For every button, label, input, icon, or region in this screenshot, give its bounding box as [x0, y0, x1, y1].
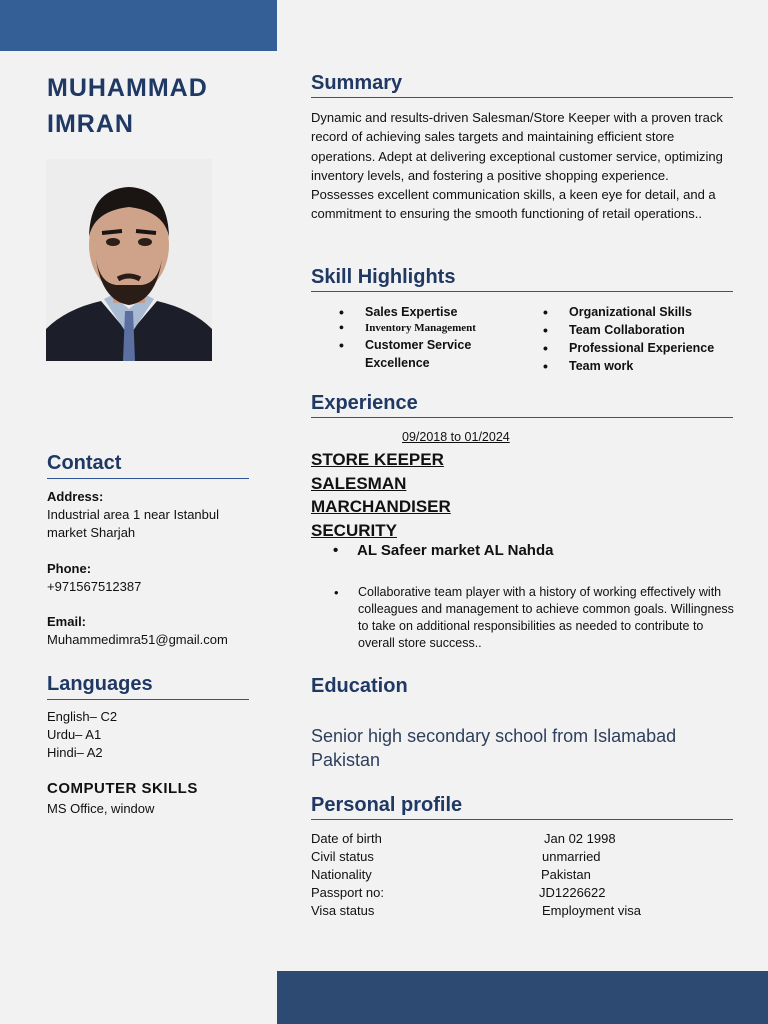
- profile-value: unmarried: [542, 849, 601, 864]
- experience-description-text: • Collaborative team player with a history of working effectively with colleagues and management to achieve common goals. Willingness to take on additional responsibilities as needed to contribute to overall store success..: [358, 585, 734, 650]
- education-heading: Education: [311, 675, 408, 697]
- job-roles: [311, 448, 451, 542]
- address-line-2: market Sharjah: [47, 525, 136, 540]
- profile-value: Employment visa: [542, 903, 641, 918]
- skill-item: • Team work: [543, 357, 743, 375]
- skill-item: • Organizational Skills: [543, 303, 743, 321]
- computer-skills-heading: COMPUTER SKILLS: [47, 780, 198, 797]
- languages-heading: Languages: [47, 673, 249, 700]
- profile-label: Date of birth: [311, 831, 382, 846]
- role-title: SALESMAN: [311, 473, 407, 493]
- profile-row: [311, 902, 731, 920]
- skill-item: • Team Collaboration: [543, 321, 743, 339]
- skill-item: • Professional Experience: [543, 339, 743, 357]
- experience-heading: Experience: [311, 392, 733, 418]
- phone-value: +971567512387: [47, 579, 142, 594]
- profile-label: Nationality: [311, 867, 372, 882]
- top-color-band: [0, 0, 277, 51]
- contact-section: [47, 488, 272, 542]
- skill-item: • Customer Service Excellence: [339, 336, 485, 372]
- bottom-color-band: [277, 971, 768, 1024]
- profile-label: Passport no:: [311, 885, 384, 900]
- skills-list-right: [543, 303, 743, 375]
- address-line-1: Industrial area 1 near Istanbul: [47, 507, 219, 522]
- summary-heading: Summary: [311, 72, 733, 98]
- candidate-name: [47, 70, 267, 142]
- languages-list: [47, 708, 272, 762]
- language-item: English– C2: [47, 709, 118, 724]
- experience-date: 09/2018 to 01/2024: [402, 430, 510, 444]
- employer-text: AL Safeer market AL Nahda: [357, 542, 554, 559]
- name-first: MUHAMMAD: [47, 74, 208, 102]
- profile-label: Visa status: [311, 903, 375, 918]
- profile-value: Jan 02 1998: [544, 831, 616, 846]
- language-item: Hindi– A2: [47, 745, 103, 760]
- personal-profile-heading: Personal profile: [311, 794, 733, 820]
- profile-value: JD1226622: [539, 885, 606, 900]
- summary-text: Dynamic and results-driven Salesman/Store Keeper with a proven track record of achieving sales targets and maintaining efficient store operations. Adept at delivering exceptional customer service, optimizing inventory levels, and fostering a positive shopping experience. Possesses excellent communication skills, a keen eye for detail, and a commitment to ensuring the smooth functioning of retail operations..: [311, 110, 723, 222]
- skills-heading: Skill Highlights: [311, 266, 733, 292]
- personal-profile-table: [311, 830, 731, 920]
- profile-row: [311, 884, 731, 902]
- education-text: Senior high secondary school from Islamabad Pakistan: [311, 726, 677, 770]
- profile-row: [311, 866, 731, 884]
- contact-heading: Contact: [47, 452, 249, 479]
- computer-skills-value: MS Office, window: [47, 801, 155, 816]
- role-title: SECURITY: [311, 520, 397, 540]
- employer-name: [336, 542, 553, 559]
- name-last: IMRAN: [47, 110, 134, 138]
- profile-value: Pakistan: [541, 867, 591, 882]
- profile-row: [311, 848, 731, 866]
- profile-photo: [46, 159, 212, 361]
- profile-row: [311, 830, 731, 848]
- email-label: Email:: [47, 614, 87, 629]
- role-title: MARCHANDISER: [311, 497, 451, 516]
- skill-item: • Inventory Management: [339, 321, 519, 336]
- address-label: Address:: [47, 489, 104, 504]
- role-title: STORE KEEPER: [311, 450, 444, 469]
- language-item: Urdu– A1: [47, 727, 102, 742]
- experience-description: [336, 584, 736, 652]
- profile-label: Civil status: [311, 849, 374, 864]
- skill-item: • Sales Expertise: [339, 303, 519, 321]
- email-value: Muhammedimra51@gmail.com: [47, 632, 228, 647]
- phone-label: Phone:: [47, 561, 92, 576]
- skills-list-left: [339, 303, 519, 372]
